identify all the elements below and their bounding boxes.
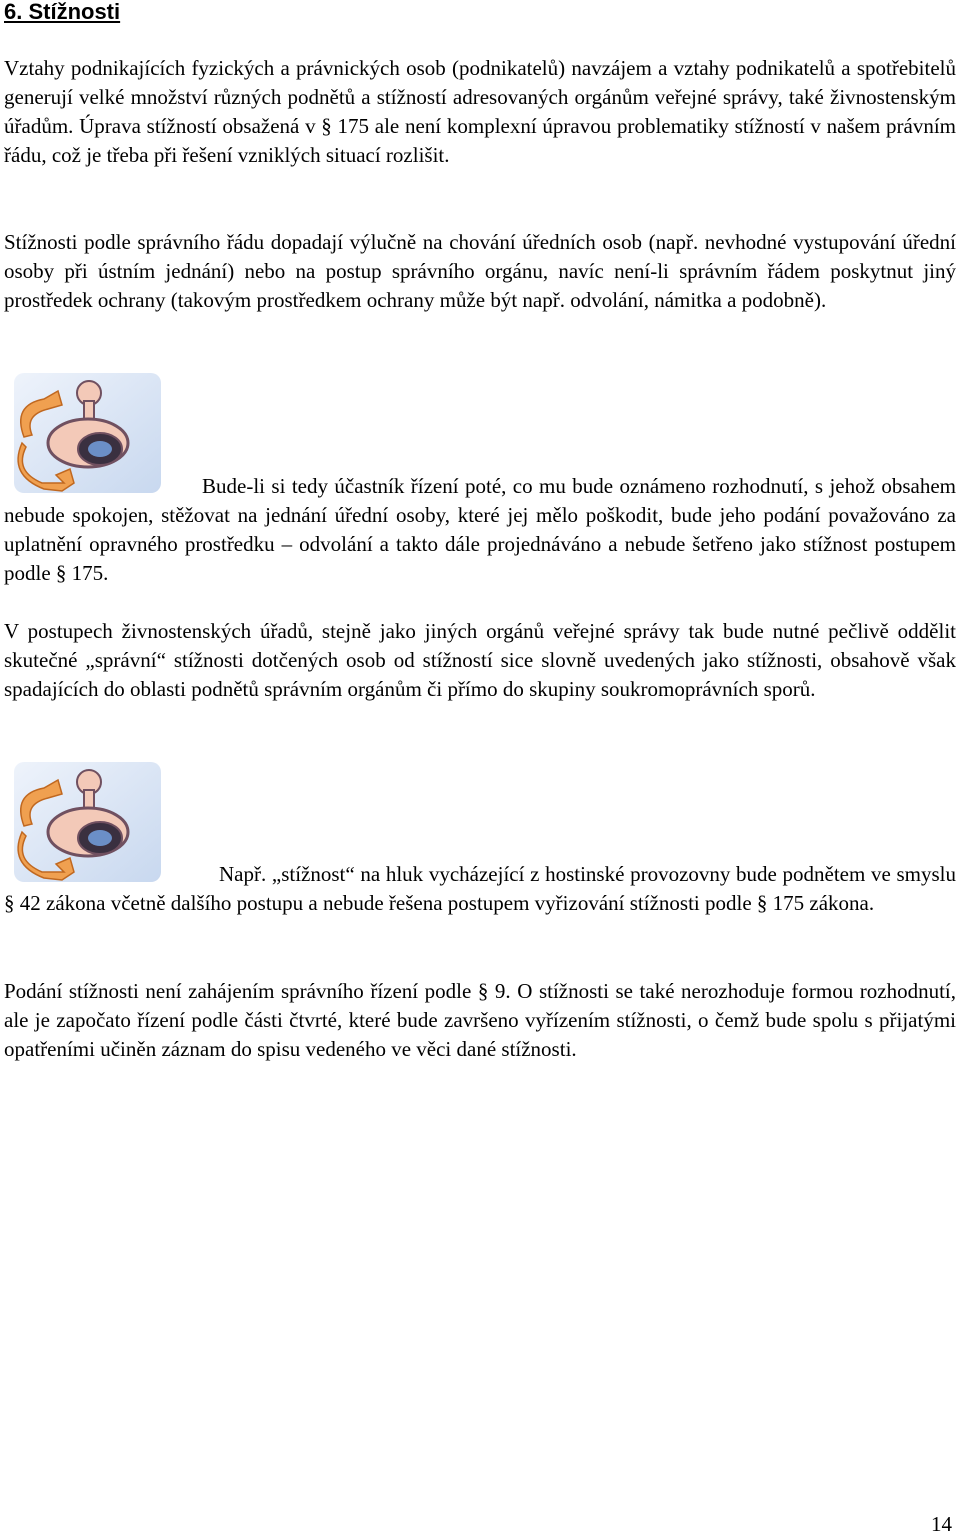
paragraph-5-text: Např. „stížnost“ na hluk vycházející z hostinské provozovny bude podnětem ve smyslu § 42 zákona včetně dalšího postupu a nebude řešena postupem vyřizování stížnosti podle § 175 zákona. [4, 862, 956, 915]
page-number: 14 [931, 1512, 952, 1536]
paragraph-2: Stížnosti podle správního řádu dopadají výlučně na chování úředních osob (např. nevhodné vystupování úřední osoby při ústním jednání) nebo na postup správního orgánu, navíc není-li správním řádem poskytnut jiný prostředek ochrany (takovým prostředkem ochrany může být např. odvolání, námitka a podobně). [4, 230, 956, 312]
paragraph-3 [4, 472, 956, 588]
paragraph-1: Vztahy podnikajících fyzických a právnických osob (podnikatelů) navzájem a vztahy podnikatelů a spotřebitelů generují velké množství různých podnětů a stížností adresovaných orgánům veřejné správy, také živnostenským úřadům. Úprava stížností obsažená v § 175 ale není komplexní úpravou problematiky stížností v našem právním řádu, což je třeba při řešení vzniklých situací rozlišit. [4, 56, 956, 167]
paragraph-6: Podání stížnosti není zahájením správního řízení podle § 9. O stížnosti se také nerozhoduje formou rozhodnutí, ale je započato řízení podle části čtvrté, které bude završeno vyřízením stížnosti, o čemž bude spolu s přijatými opatřeními učiněn záznam do spisu vedeného ve věci dané stížnosti. [4, 979, 956, 1061]
paragraph-5 [4, 860, 956, 918]
paragraph-3-text: Bude-li si tedy účastník řízení poté, co mu bude oznámeno rozhodnutí, s jehož obsahem nebude spokojen, stěžovat na jednání úřední osoby, které jej mělo poškodit, bude jeho podání považováno za uplatnění opravného prostředku – odvolání a takto dále projednáváno a nebude šetřeno jako stížnost postupem podle § 175. [4, 474, 956, 585]
section-heading: 6. Stížnosti [4, 0, 121, 24]
paragraph-4: V postupech živnostenských úřadů, stejně jako jiných orgánů veřejné správy tak bude nutné pečlivě oddělit skutečné „správní“ stížnosti dotčených osob od stížností sice slovně uvedených jako stížnosti, obsahově však spadajících do oblasti podnětů správním orgánům či přímo do skupiny soukromoprávních sporů. [4, 619, 956, 701]
